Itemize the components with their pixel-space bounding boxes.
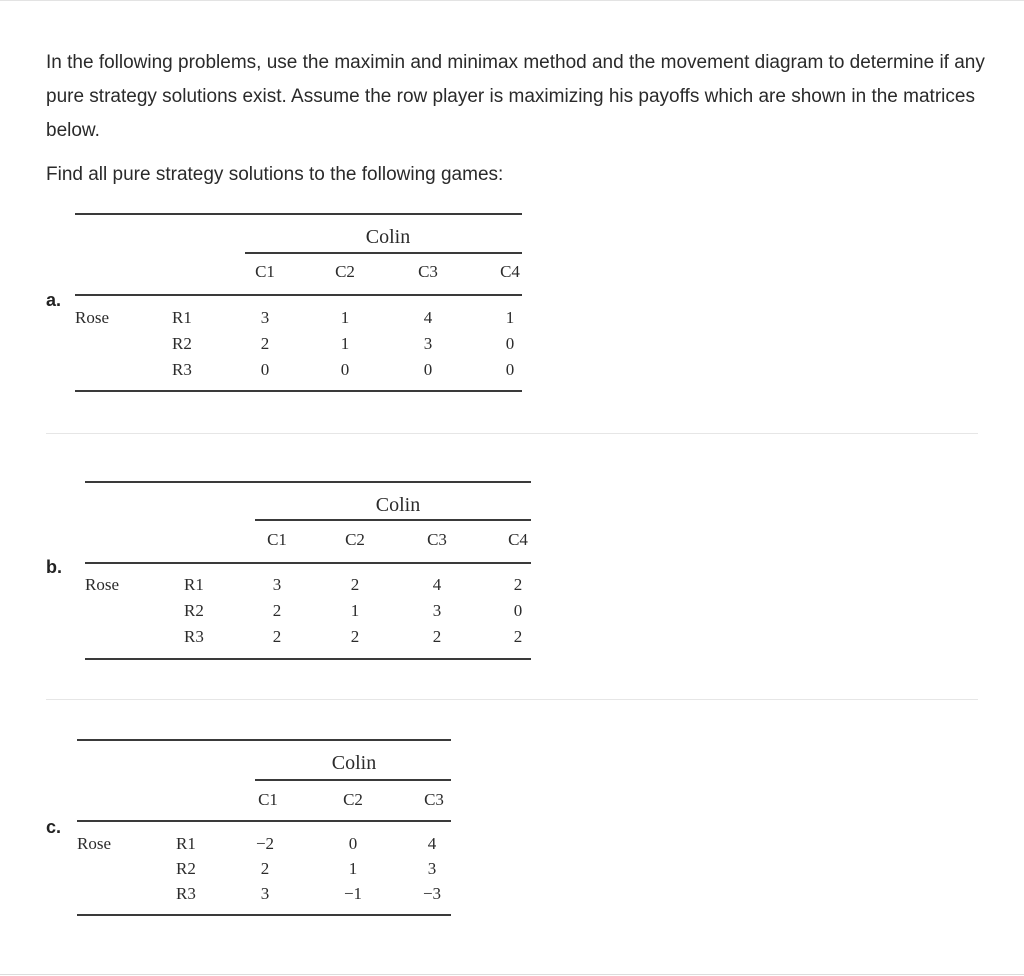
col-header: C2 (345, 530, 365, 549)
payoff-cell: 2 (260, 859, 270, 878)
column-player-label: Colin (375, 494, 421, 516)
payoff-cell: 2 (513, 627, 523, 646)
payoff-cell: 2 (272, 627, 282, 646)
payoff-cell: 0 (340, 360, 350, 379)
rule-bottom (75, 390, 522, 392)
rule-colin (255, 519, 531, 521)
top-border (0, 0, 1024, 1)
payoff-cell: 2 (260, 334, 270, 353)
payoff-cell: 0 (505, 360, 515, 379)
payoff-cell: 2 (432, 627, 442, 646)
col-header: C1 (267, 530, 287, 549)
row-label: R1 (176, 834, 196, 853)
payoff-cell: 3 (260, 308, 270, 327)
payoff-cell: 2 (272, 601, 282, 620)
separator (46, 699, 978, 700)
instructions (46, 46, 986, 148)
col-header: C1 (258, 790, 278, 809)
payoff-cell: 1 (348, 859, 358, 878)
row-player-label: Rose (85, 575, 119, 594)
row-label: R3 (172, 360, 192, 379)
rule-colin (255, 779, 451, 781)
col-header: C4 (500, 262, 520, 281)
col-header: C2 (335, 262, 355, 281)
payoff-cell: 0 (505, 334, 515, 353)
col-header: C2 (343, 790, 363, 809)
separator (46, 433, 978, 434)
payoff-cell: 3 (423, 334, 433, 353)
column-player-label: Colin (331, 752, 377, 774)
row-label: R2 (184, 601, 204, 620)
bottom-border (0, 974, 1024, 975)
payoff-cell: 3 (432, 601, 442, 620)
rule-header (77, 820, 451, 822)
payoff-cell: 1 (350, 601, 360, 620)
rule-bottom (77, 914, 451, 916)
rule-top (75, 213, 522, 215)
row-label: R2 (172, 334, 192, 353)
payoff-cell: 1 (340, 308, 350, 327)
instructions-paragraph: In the following problems, use the maximin and minimax method and the movement diagram to determine if any pure strategy solutions exist. Assume the row player is maximizing his payoffs which are shown in the matrices below. (46, 52, 985, 141)
payoff-cell: 0 (260, 360, 270, 379)
payoff-cell: 0 (513, 601, 523, 620)
payoff-cell: 4 (427, 834, 437, 853)
payoff-cell: 3 (260, 884, 270, 903)
payoff-cell: 1 (340, 334, 350, 353)
rule-top (85, 481, 531, 483)
row-label: R1 (172, 308, 192, 327)
payoff-cell: 3 (272, 575, 282, 594)
col-header: C4 (508, 530, 528, 549)
column-player-label: Colin (365, 226, 411, 248)
problem-a-label: a. (46, 290, 62, 310)
problem-c-label: c. (46, 817, 62, 837)
col-header: C3 (424, 790, 444, 809)
payoff-cell: 2 (350, 627, 360, 646)
rule-header (75, 294, 522, 296)
col-header: C3 (418, 262, 438, 281)
payoff-cell: 2 (350, 575, 360, 594)
col-header: C3 (427, 530, 447, 549)
payoff-cell: 1 (505, 308, 515, 327)
row-label: R3 (184, 627, 204, 646)
row-label: R2 (176, 859, 196, 878)
rule-colin (245, 252, 522, 254)
row-player-label: Rose (77, 834, 111, 853)
row-player-label: Rose (75, 308, 109, 327)
rule-bottom (85, 658, 531, 660)
payoff-cell: 4 (432, 575, 442, 594)
payoff-cell: 4 (423, 308, 433, 327)
row-label: R1 (184, 575, 204, 594)
payoff-cell: 3 (427, 859, 437, 878)
payoff-cell: −2 (255, 834, 275, 853)
payoff-cell: −3 (422, 884, 442, 903)
col-header: C1 (255, 262, 275, 281)
payoff-cell: 0 (423, 360, 433, 379)
payoff-cell: −1 (343, 884, 363, 903)
rule-top (77, 739, 451, 741)
find-prompt: Find all pure strategy solutions to the following games: (46, 164, 504, 185)
rule-header (85, 562, 531, 564)
payoff-cell: 0 (348, 834, 358, 853)
problem-b-label: b. (46, 557, 62, 577)
payoff-cell: 2 (513, 575, 523, 594)
row-label: R3 (176, 884, 196, 903)
